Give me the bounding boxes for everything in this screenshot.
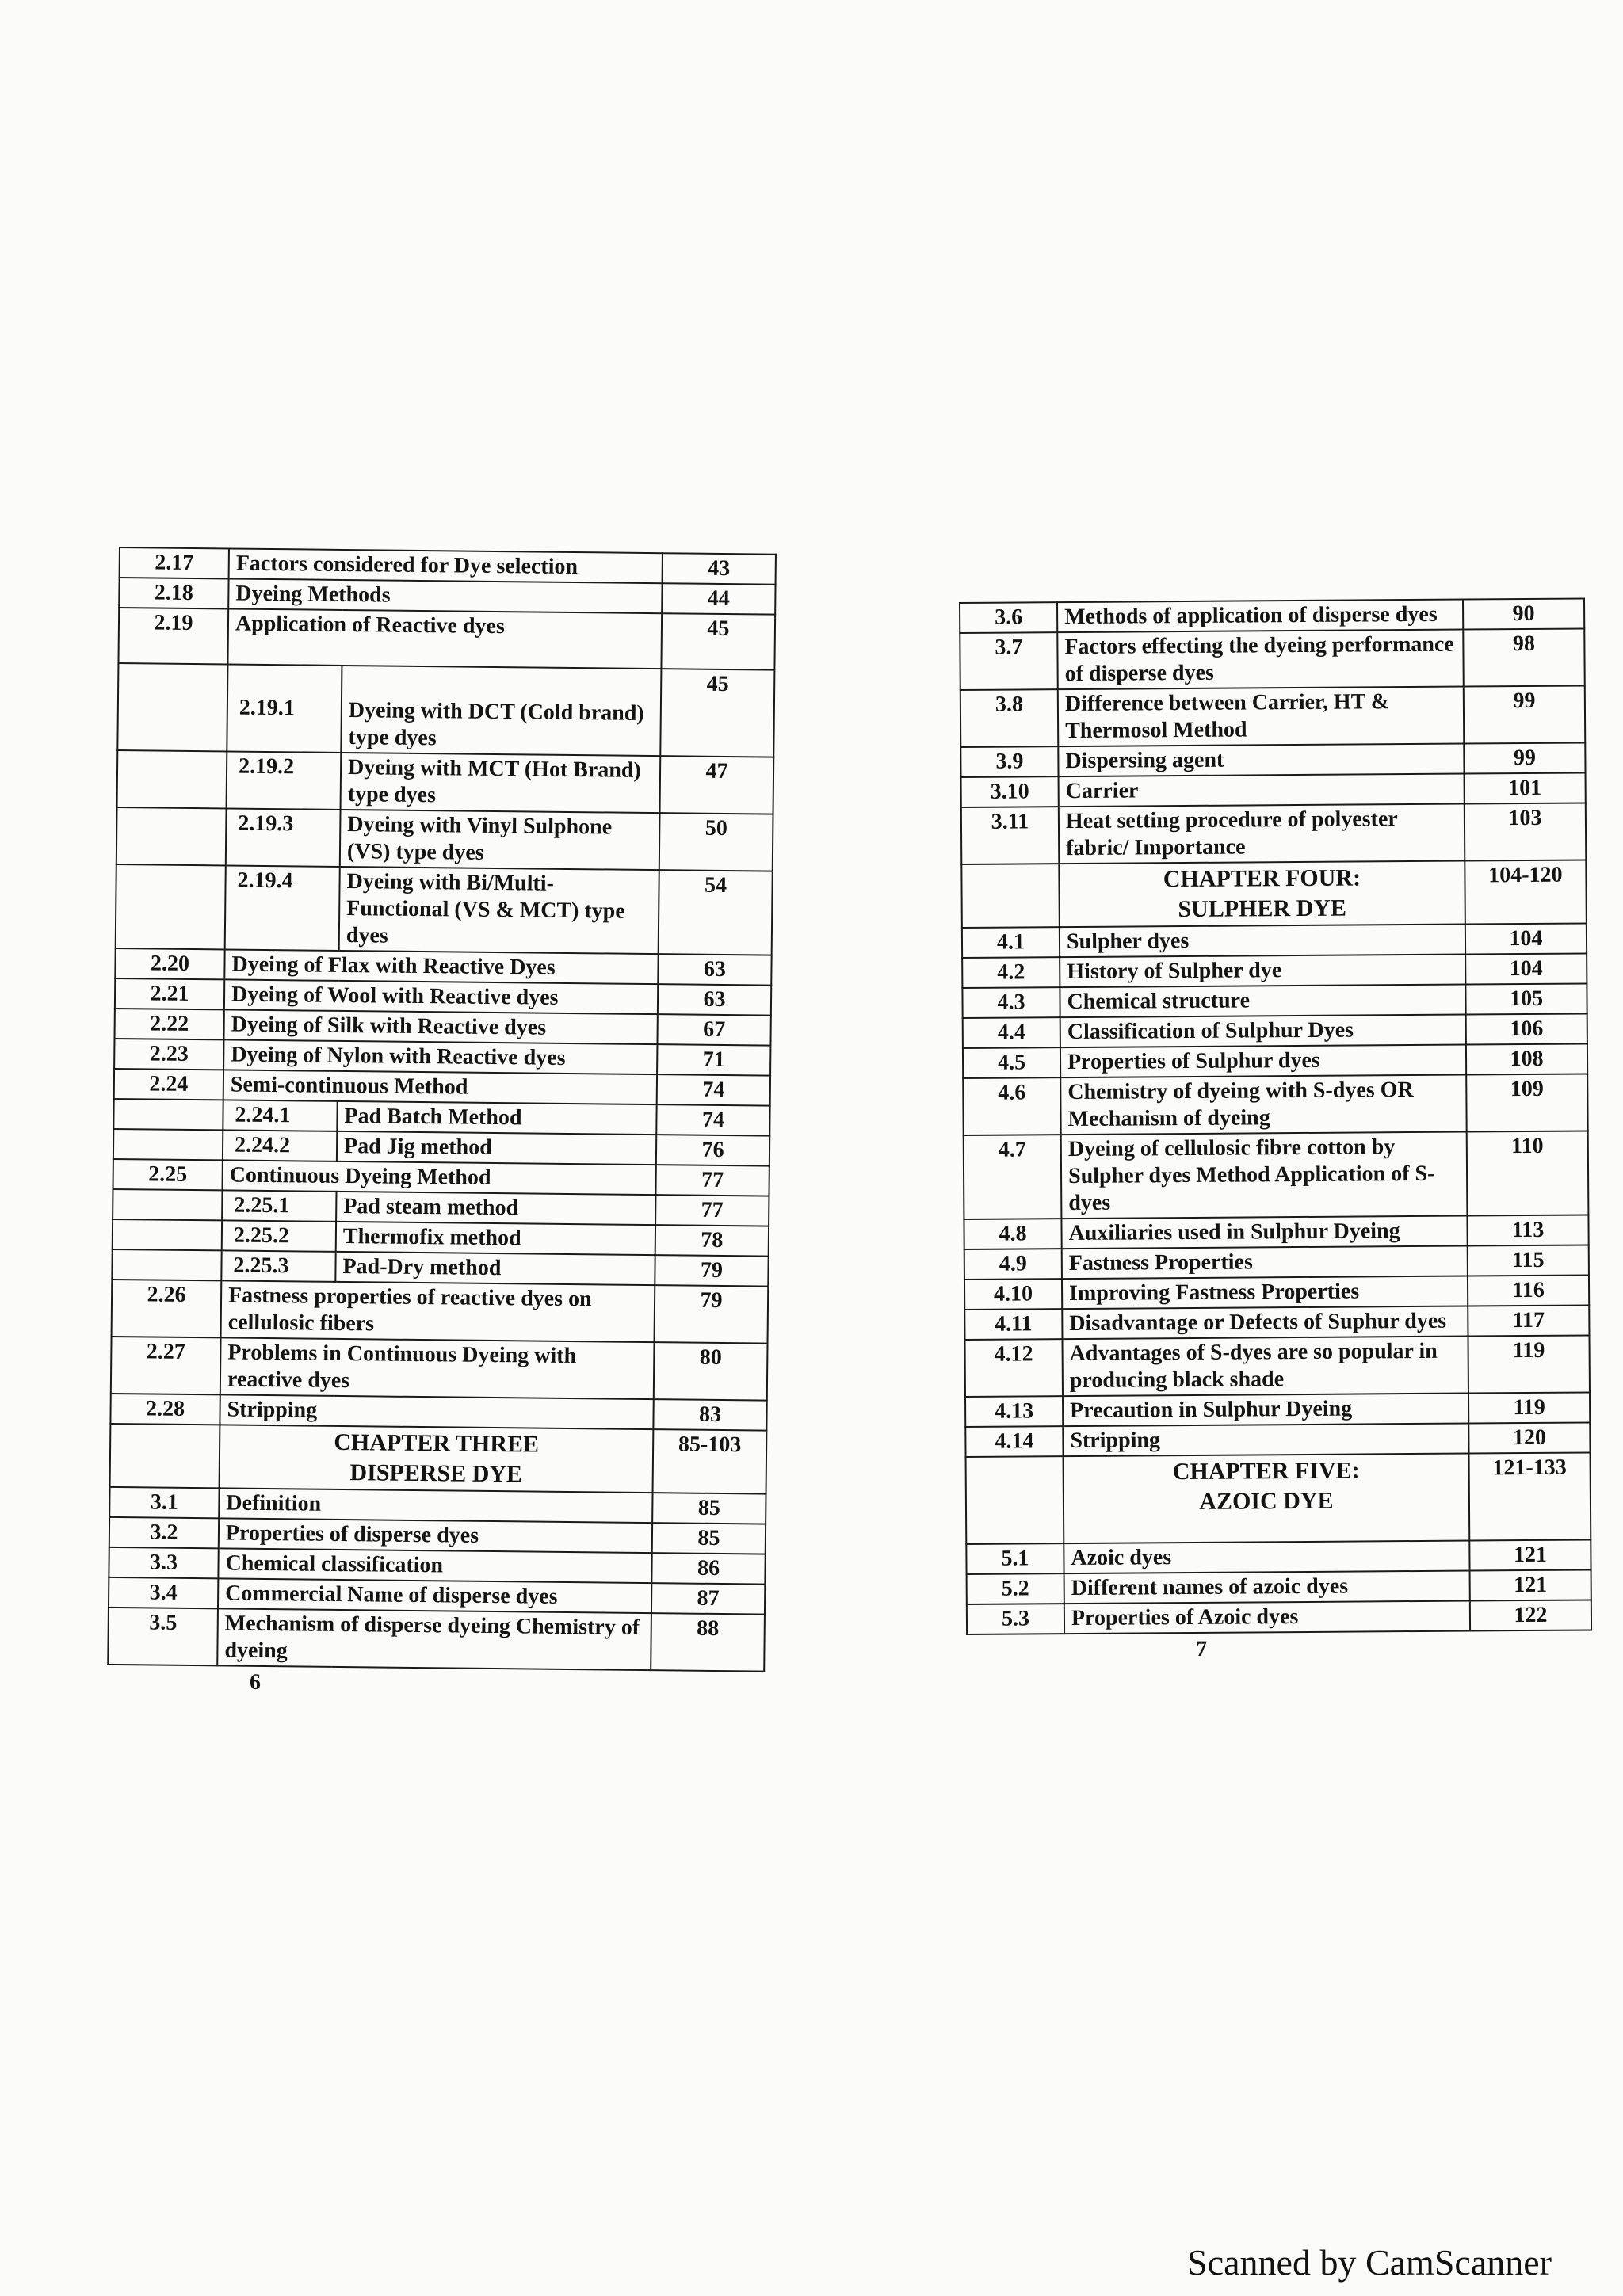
page-number: 77 xyxy=(655,1195,769,1226)
subsection-title: Thermofix method xyxy=(336,1222,655,1255)
section-number: 5.3 xyxy=(967,1604,1064,1634)
chapter-subtitle: SULPHER DYE xyxy=(1178,894,1347,923)
page-number: 44 xyxy=(662,583,775,614)
section-number: 2.28 xyxy=(110,1394,220,1425)
section-title: Properties of Sulphur dyes xyxy=(1060,1045,1466,1078)
page-number: 90 xyxy=(1463,598,1584,629)
section-title: Continuous Dyeing Method xyxy=(222,1160,655,1195)
section-number: 4.3 xyxy=(962,987,1060,1018)
section-title: History of Sulpher dye xyxy=(1060,955,1465,988)
chapter-page-range: 104-120 xyxy=(1465,860,1587,924)
page-number: 71 xyxy=(657,1044,770,1075)
section-title: Problems in Continuous Dyeing with reactive dyes xyxy=(220,1337,655,1399)
section-number: 3.9 xyxy=(960,746,1058,777)
section-title: Fastness properties of reactive dyes on cellulosic fibers xyxy=(221,1280,655,1342)
section-title: Chemical structure xyxy=(1060,985,1465,1018)
page-number: 74 xyxy=(656,1104,769,1135)
page-number: 104 xyxy=(1465,953,1587,984)
page-number: 79 xyxy=(655,1255,768,1286)
subsection-title: Pad steam method xyxy=(336,1192,655,1225)
section-number: 3.5 xyxy=(108,1608,218,1665)
table-row xyxy=(960,742,1585,777)
subsection-title: Dyeing with MCT (Hot Brand) type dyes xyxy=(341,753,661,813)
section-title: Dispersing agent xyxy=(1058,744,1464,777)
section-title: Application of Reactive dyes xyxy=(227,608,662,669)
page-number: 54 xyxy=(659,870,773,955)
table-row xyxy=(963,1074,1587,1135)
section-title: Dyeing of cellulosic fibre cotton by Sulpher dyes Method Application of S-dyes xyxy=(1061,1132,1468,1219)
section-number: 4.8 xyxy=(964,1219,1061,1249)
section-title: Disadvantage or Defects of Suphur dyes xyxy=(1062,1306,1468,1340)
table-row xyxy=(108,1608,765,1672)
chapter-title: CHAPTER FIVE: xyxy=(1172,1457,1360,1486)
chapter-page-range: 85-103 xyxy=(653,1429,767,1493)
table-row xyxy=(967,1569,1591,1604)
page-number: 77 xyxy=(655,1165,769,1196)
section-number: 4.2 xyxy=(962,957,1060,988)
subsection-number: 2.24.2 xyxy=(223,1130,337,1161)
page-number: 74 xyxy=(657,1074,770,1105)
section-title: Definition xyxy=(219,1488,652,1523)
chapter-title: CHAPTER THREE xyxy=(334,1428,540,1458)
section-number: 2.21 xyxy=(115,978,224,1009)
section-title: Chemistry of dyeing with S-dyes OR Mechanism of dyeing xyxy=(1060,1075,1466,1135)
section-title: Dyeing of Flax with Reactive Dyes xyxy=(224,949,658,984)
table-row xyxy=(962,953,1587,988)
section-number: 5.1 xyxy=(966,1543,1064,1574)
subsection-number: 2.25.2 xyxy=(222,1220,336,1252)
toc-table-right xyxy=(959,597,1592,1634)
section-number: 2.27 xyxy=(111,1337,221,1394)
table-row xyxy=(116,864,773,955)
table-row xyxy=(117,663,774,757)
section-number: 3.7 xyxy=(960,632,1057,690)
section-number: 2.20 xyxy=(115,948,224,979)
page-folio: 7 xyxy=(1196,1636,1208,1661)
section-number: 2.24 xyxy=(114,1069,223,1100)
subsection-title: Dyeing with Vinyl Sulphone (VS) type dyes xyxy=(340,810,660,870)
chapter-subtitle: DISPERSE DYE xyxy=(349,1459,523,1488)
section-number: 4.5 xyxy=(963,1047,1060,1078)
page-number: 115 xyxy=(1468,1245,1589,1276)
table-row xyxy=(965,1392,1590,1427)
section-number: 3.2 xyxy=(109,1517,219,1548)
page-number: 116 xyxy=(1468,1275,1589,1306)
page-number: 45 xyxy=(661,613,775,669)
section-number: 4.14 xyxy=(965,1426,1063,1457)
chapter-row xyxy=(961,860,1587,927)
page-number: 50 xyxy=(659,813,773,871)
section-number: 2.22 xyxy=(114,1009,223,1039)
section-title: Factors effecting the dyeing performance of disperse dyes xyxy=(1057,630,1463,690)
subsection-number: 2.24.1 xyxy=(223,1100,337,1131)
chapter-heading xyxy=(1064,1454,1470,1544)
section-title: Dyeing of Nylon with Reactive dyes xyxy=(223,1039,657,1074)
section-title: Methods of application of disperse dyes xyxy=(1057,600,1463,633)
page-number: 67 xyxy=(657,1014,770,1045)
section-title: Difference between Carrier, HT & Thermosol Method xyxy=(1058,687,1464,747)
table-row xyxy=(961,803,1586,864)
section-title: Commercial Name of disperse dyes xyxy=(218,1578,651,1613)
section-number: 4.6 xyxy=(963,1077,1060,1135)
section-number: 5.2 xyxy=(967,1573,1064,1604)
section-title: Stripping xyxy=(1063,1424,1468,1457)
section-title: Heat setting procedure of polyester fabric/ Importance xyxy=(1059,804,1465,864)
page-number: 79 xyxy=(655,1285,769,1343)
table-row xyxy=(967,1600,1591,1634)
section-number: 4.13 xyxy=(965,1396,1063,1427)
section-title: Stripping xyxy=(220,1394,653,1429)
page-number: 121 xyxy=(1469,1539,1591,1570)
section-number: 4.1 xyxy=(962,927,1060,958)
page-number: 86 xyxy=(651,1553,765,1584)
page-number: 88 xyxy=(651,1613,765,1671)
page-number: 104 xyxy=(1465,923,1587,954)
table-row xyxy=(965,1422,1590,1457)
toc-table-left xyxy=(107,547,777,1672)
table-row xyxy=(961,772,1586,807)
section-number: 3.8 xyxy=(960,689,1058,747)
page-number: 108 xyxy=(1466,1043,1587,1074)
section-number: 3.1 xyxy=(109,1487,219,1518)
page-number: 83 xyxy=(653,1399,766,1430)
chapter-subtitle: AZOIC DYE xyxy=(1199,1487,1334,1515)
section-title: Chemical classification xyxy=(218,1548,651,1583)
subsection-number: 2.19.4 xyxy=(225,865,340,951)
subsection-number: 2.19.2 xyxy=(227,751,342,810)
left-page xyxy=(107,547,777,1701)
table-row xyxy=(111,1337,768,1401)
page-number: 78 xyxy=(655,1225,769,1256)
table-row xyxy=(112,1280,769,1344)
section-title: Carrier xyxy=(1059,774,1465,807)
page-number: 113 xyxy=(1467,1215,1588,1245)
section-number: 4.4 xyxy=(963,1017,1060,1048)
table-row xyxy=(962,983,1587,1018)
page-number: 85 xyxy=(652,1493,766,1524)
table-row xyxy=(117,750,774,814)
section-number: 3.4 xyxy=(109,1577,218,1608)
section-number: 3.10 xyxy=(961,776,1059,807)
section-number: 2.18 xyxy=(119,578,228,608)
chapter-row xyxy=(966,1452,1591,1543)
page-number: 99 xyxy=(1464,742,1585,773)
section-title: Advantages of S-dyes are so popular in producing black shade xyxy=(1062,1337,1468,1397)
section-number: 2.26 xyxy=(112,1280,222,1337)
table-row xyxy=(964,1215,1588,1249)
page-number: 76 xyxy=(656,1135,769,1165)
section-title: Different names of azoic dyes xyxy=(1064,1571,1470,1604)
page-number: 98 xyxy=(1463,628,1584,686)
section-title: Improving Fastness Properties xyxy=(1062,1276,1468,1310)
page-number: 63 xyxy=(658,984,771,1015)
subsection-title: Pad-Dry method xyxy=(335,1252,655,1285)
page-number: 47 xyxy=(660,756,774,814)
table-row xyxy=(964,1131,1589,1219)
section-number: 4.12 xyxy=(964,1339,1062,1397)
page-number: 110 xyxy=(1467,1131,1589,1215)
section-title: Semi-continuous Method xyxy=(223,1070,657,1104)
section-title: Dyeing of Wool with Reactive dyes xyxy=(224,979,658,1014)
page-folio: 6 xyxy=(249,1669,262,1695)
page-number: 119 xyxy=(1468,1392,1590,1423)
page-number: 121 xyxy=(1470,1569,1591,1600)
section-number: 2.25 xyxy=(113,1159,223,1190)
section-number: 3.6 xyxy=(960,602,1057,633)
table-row xyxy=(963,1043,1587,1078)
page-number: 103 xyxy=(1465,803,1586,860)
page-number: 122 xyxy=(1470,1600,1591,1630)
section-title: Fastness Properties xyxy=(1062,1246,1468,1280)
page-number: 101 xyxy=(1465,772,1586,803)
section-title: Factors considered for Dye selection xyxy=(229,548,663,583)
subsection-title: Pad Jig method xyxy=(337,1131,656,1165)
page-number: 120 xyxy=(1468,1422,1590,1453)
section-title: Dyeing Methods xyxy=(228,578,662,613)
table-row xyxy=(966,1539,1591,1574)
table-row xyxy=(964,1305,1589,1340)
page-number: 63 xyxy=(658,954,771,985)
right-page xyxy=(959,597,1592,1663)
section-title: Classification of Sulphur Dyes xyxy=(1060,1015,1466,1048)
table-row xyxy=(962,923,1587,958)
subsection-number: 2.19.1 xyxy=(227,664,342,753)
table-row xyxy=(116,807,773,871)
table-row xyxy=(960,598,1584,633)
chapter-heading xyxy=(1059,861,1465,928)
section-title: Precaution in Sulphur Dyeing xyxy=(1063,1394,1468,1427)
chapter-title: CHAPTER FOUR: xyxy=(1163,864,1361,893)
section-number: 4.9 xyxy=(964,1249,1062,1280)
page-number: 119 xyxy=(1468,1335,1589,1393)
table-row xyxy=(963,1013,1587,1048)
chapter-heading xyxy=(220,1425,654,1493)
section-title: Sulpher dyes xyxy=(1060,925,1465,958)
page-number: 109 xyxy=(1466,1074,1587,1131)
subsection-number: 2.25.3 xyxy=(221,1250,335,1282)
page-number: 43 xyxy=(663,553,776,584)
chapter-row xyxy=(110,1424,767,1494)
page-number: 106 xyxy=(1466,1013,1587,1044)
section-title: Mechanism of disperse dyeing Chemistry of dyeing xyxy=(217,1608,651,1670)
subsection-title: Dyeing with Bi/Multi-Functional (VS & MCT) type dyes xyxy=(339,867,659,954)
section-number: 4.11 xyxy=(964,1309,1062,1340)
section-number: 4.10 xyxy=(964,1279,1062,1310)
section-title: Dyeing of Silk with Reactive dyes xyxy=(223,1009,657,1044)
section-title: Properties of Azoic dyes xyxy=(1064,1601,1470,1634)
page-number: 105 xyxy=(1465,983,1587,1014)
scanner-watermark: Scanned by CamScanner xyxy=(1187,2242,1552,2283)
page-number: 45 xyxy=(660,669,774,757)
table-row xyxy=(960,685,1585,746)
section-number: 3.11 xyxy=(961,807,1059,864)
subsection-number: 2.19.3 xyxy=(226,808,341,867)
section-number: 4.7 xyxy=(964,1135,1062,1219)
subsection-title: Dyeing with DCT (Cold brand) type dyes xyxy=(341,666,661,756)
table-row xyxy=(964,1245,1589,1280)
chapter-page-range: 121-133 xyxy=(1469,1452,1591,1540)
section-number: 2.19 xyxy=(118,608,228,664)
section-number: 3.3 xyxy=(109,1547,218,1578)
table-row xyxy=(118,608,775,670)
section-number: 2.17 xyxy=(120,547,229,578)
page-number: 99 xyxy=(1464,685,1585,743)
section-title: Azoic dyes xyxy=(1064,1541,1469,1574)
subsection-title: Pad Batch Method xyxy=(337,1101,656,1135)
subsection-number: 2.25.1 xyxy=(222,1190,336,1222)
page-number: 85 xyxy=(652,1523,766,1554)
section-title: Properties of disperse dyes xyxy=(219,1518,652,1553)
table-row xyxy=(964,1335,1589,1396)
page-number: 117 xyxy=(1468,1305,1589,1336)
page-number: 87 xyxy=(651,1583,765,1614)
table-row xyxy=(964,1275,1589,1310)
page-number: 80 xyxy=(654,1342,768,1400)
table-row xyxy=(960,628,1584,689)
section-number: 2.23 xyxy=(114,1039,223,1070)
section-title: Auxiliaries used in Sulphur Dyeing xyxy=(1061,1216,1467,1249)
